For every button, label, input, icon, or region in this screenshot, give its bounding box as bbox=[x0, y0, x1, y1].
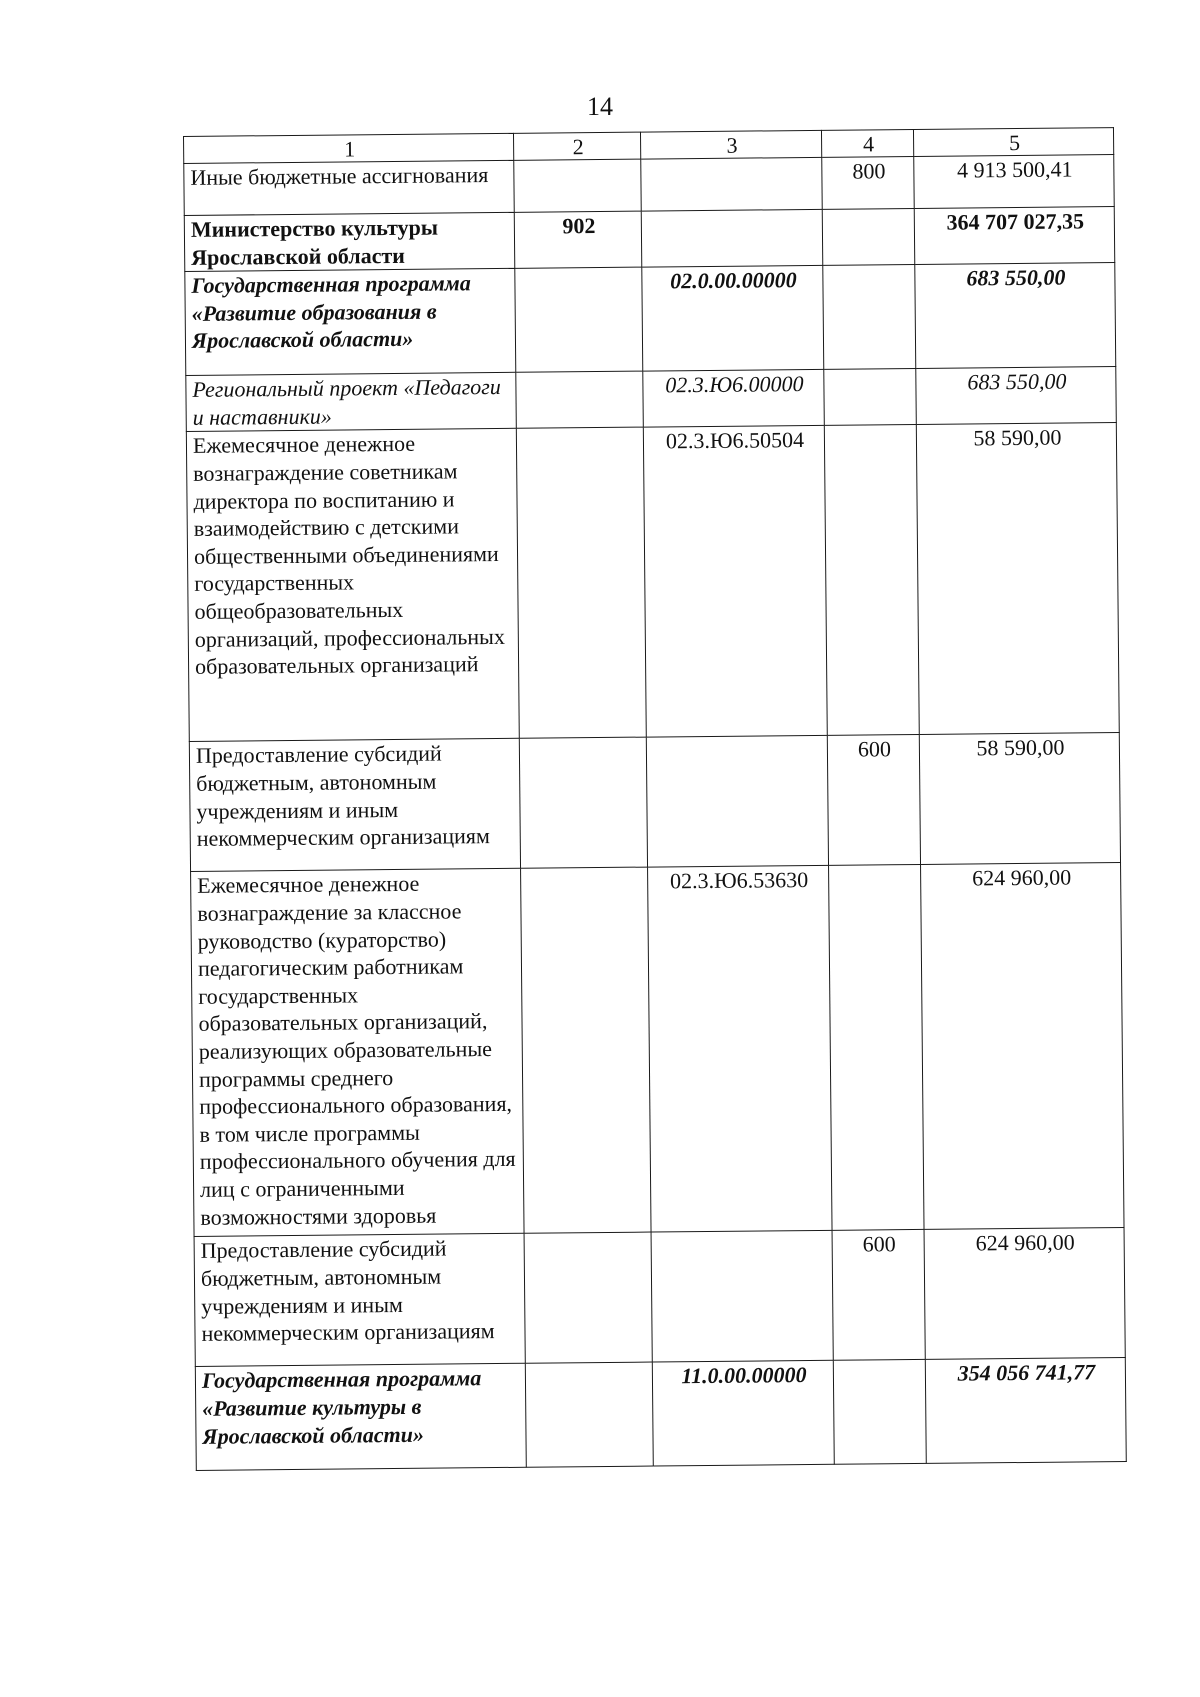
header-cell-4: 4 bbox=[821, 129, 913, 157]
row-expense-type bbox=[823, 265, 916, 370]
row-name: Ежемесячное денежное вознаграждение за классное руководство (кураторство) педагогическим работникам государственных образовательных организаций, реализующих образовательные программы среднего профессионального образования, в том числе программы профессионального обучения для лиц с ограниченными возможностями здоровья bbox=[191, 869, 524, 1237]
row-expense-type: 600 bbox=[832, 1230, 925, 1361]
row-ministry-code bbox=[519, 737, 647, 868]
row-target-code: 02.3.Ю6.50504 bbox=[643, 426, 827, 738]
page-number: 14 bbox=[587, 92, 613, 121]
table-row bbox=[184, 207, 1114, 272]
row-target-code bbox=[651, 1231, 833, 1363]
row-expense-type bbox=[824, 369, 917, 426]
table-row bbox=[194, 1228, 1125, 1367]
row-target-code: 02.0.00.00000 bbox=[642, 266, 824, 372]
row-name: Государственная программа «Развитие образования в Ярославской области» bbox=[185, 269, 516, 376]
row-expense-type bbox=[822, 208, 915, 265]
row-amount: 683 550,00 bbox=[915, 263, 1116, 369]
table-row bbox=[184, 155, 1114, 216]
budget-table bbox=[183, 127, 1127, 1471]
row-amount: 4 913 500,41 bbox=[914, 155, 1114, 209]
table-row bbox=[189, 733, 1120, 872]
row-target-code bbox=[641, 157, 822, 211]
row-amount: 58 590,00 bbox=[916, 423, 1119, 735]
row-expense-type: 600 bbox=[827, 735, 920, 866]
row-name: Ежемесячное денежное вознаграждение советникам директора по воспитанию и взаимодействию с детскими общественными объединениями государственных общеобразовательных организаций, профессиональных образовательных организаций bbox=[186, 429, 519, 742]
row-ministry-code bbox=[524, 1232, 652, 1363]
row-expense-type: 800 bbox=[822, 156, 914, 209]
table-row bbox=[186, 367, 1116, 432]
row-ministry-code bbox=[521, 867, 651, 1233]
row-name: Региональный проект «Педагоги и наставники» bbox=[186, 373, 517, 432]
row-target-code bbox=[646, 736, 828, 868]
row-amount: 624 960,00 bbox=[924, 1228, 1125, 1360]
row-name: Иные бюджетные ассигнования bbox=[184, 160, 514, 215]
row-amount: 624 960,00 bbox=[921, 863, 1124, 1230]
table-row bbox=[191, 863, 1124, 1237]
header-cell-5: 5 bbox=[913, 128, 1113, 157]
header-cell-2: 2 bbox=[513, 132, 640, 160]
row-amount: 364 707 027,35 bbox=[914, 207, 1115, 265]
row-ministry-code bbox=[515, 267, 643, 372]
row-ministry-code bbox=[525, 1362, 653, 1467]
row-name: Предоставление субсидий бюджетным, автономным учреждениям и иным некоммерческим организациям bbox=[189, 739, 520, 872]
row-target-code bbox=[641, 209, 823, 267]
row-ministry-code bbox=[516, 371, 644, 428]
row-name: Предоставление субсидий бюджетным, автономным учреждениям и иным некоммерческим организациям bbox=[194, 1234, 525, 1367]
row-target-code: 02.3.Ю6.53630 bbox=[648, 866, 832, 1233]
row-name: Государственная программа «Развитие культуры в Ярославской области» bbox=[195, 1364, 526, 1471]
table-row bbox=[186, 423, 1119, 742]
row-ministry-code: 902 bbox=[514, 211, 642, 268]
header-cell-1: 1 bbox=[184, 133, 514, 163]
row-ministry-code bbox=[514, 159, 641, 212]
row-expense-type bbox=[833, 1360, 926, 1465]
row-target-code: 11.0.00.00000 bbox=[652, 1361, 834, 1467]
table-row bbox=[195, 1358, 1126, 1471]
row-amount: 58 590,00 bbox=[919, 733, 1120, 865]
row-ministry-code bbox=[516, 427, 646, 738]
row-amount: 354 056 741,77 bbox=[925, 1358, 1126, 1464]
row-expense-type bbox=[824, 425, 919, 736]
row-name: Министерство культуры Ярославской области bbox=[184, 212, 515, 271]
row-target-code: 02.3.Ю6.00000 bbox=[643, 370, 825, 428]
row-amount: 683 550,00 bbox=[916, 367, 1117, 425]
table-row bbox=[185, 263, 1116, 376]
row-expense-type bbox=[829, 865, 924, 1231]
header-cell-3: 3 bbox=[640, 130, 821, 159]
